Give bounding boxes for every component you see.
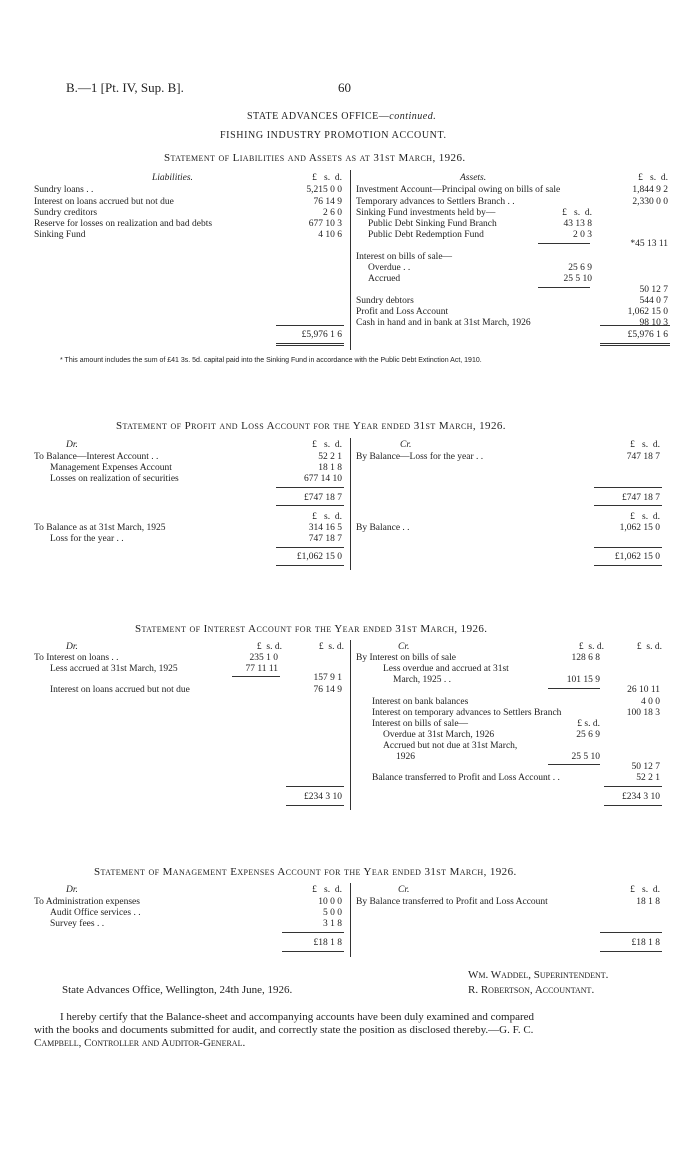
rule xyxy=(232,676,280,677)
rule xyxy=(282,951,344,952)
asset-subamount: 2 0 3 xyxy=(573,230,592,240)
lsd-header: £ s. d. xyxy=(630,885,660,895)
cr-row: Accrued but not due at 31st March, xyxy=(383,741,518,751)
me-title: Statement of Management Expenses Account for the Year ended 31st March, 1926. xyxy=(94,866,517,878)
cr-row: Balance transferred to Profit and Loss Account . . xyxy=(372,773,560,783)
liability-amount: 76 14 9 xyxy=(313,197,342,207)
dr-amount: 76 14 9 xyxy=(313,685,342,695)
cr-row: Interest on bills of sale— xyxy=(372,719,469,729)
rule xyxy=(276,505,344,506)
dr-total: £234 3 10 xyxy=(304,792,342,802)
dr-subamount: 235 1 0 xyxy=(249,653,278,663)
footnote: * This amount includes the sum of £41 3s. 5d. capital paid into the Sinking Fund in accordance with the Public Debt Extinction Act, 1910. xyxy=(60,357,482,364)
cr-total: £18 1 8 xyxy=(631,938,660,948)
asset-row: Interest on bills of sale— xyxy=(356,252,453,262)
liability-amount: 5,215 0 0 xyxy=(306,185,342,195)
dr-heading: Dr. xyxy=(66,642,78,652)
dr-total: £747 18 7 xyxy=(304,493,342,503)
liability-row: Sundry creditors xyxy=(34,208,98,218)
rule xyxy=(600,951,662,952)
rule xyxy=(594,565,662,566)
rule xyxy=(600,343,670,344)
lsd-header: £ s. d. xyxy=(636,642,662,652)
certificate-line: Campbell, Controller and Auditor-General. xyxy=(34,1037,246,1049)
dr-amount: 52 2 1 xyxy=(318,452,342,462)
asset-amount: 50 12 7 xyxy=(639,285,668,295)
liability-row: Sinking Fund xyxy=(34,230,86,240)
column-divider xyxy=(350,883,351,957)
asset-row: Sinking Fund investments held by— xyxy=(356,208,496,218)
asset-amount: 98 10 3 xyxy=(639,318,668,328)
dr-row: Management Expenses Account xyxy=(50,463,172,473)
cr-amount: 52 2 1 xyxy=(636,773,660,783)
rule xyxy=(604,786,662,787)
cr-row: By Balance transferred to Profit and Loss Account xyxy=(356,897,548,907)
asset-row: Profit and Loss Account xyxy=(356,307,449,317)
rule xyxy=(548,764,600,765)
liability-amount: 4 10 6 xyxy=(318,230,342,240)
cr-row: March, 1925 . . xyxy=(393,675,452,685)
dr-amount: 677 14 10 xyxy=(304,474,342,484)
rule xyxy=(594,487,662,488)
asset-row: Sundry debtors xyxy=(356,296,414,306)
column-divider xyxy=(350,438,351,570)
dr-row: To Interest on loans . . xyxy=(34,653,119,663)
cr-subamount: 25 6 9 xyxy=(576,730,600,740)
dr-amount: 314 16 5 xyxy=(308,523,342,533)
rule xyxy=(276,345,344,346)
liabilities-total: £5,976 1 6 xyxy=(301,330,342,340)
cr-total: £747 18 7 xyxy=(622,493,660,503)
rule xyxy=(286,805,344,806)
dr-amount: 3 1 8 xyxy=(323,919,342,929)
rule xyxy=(286,786,344,787)
liability-row: Reserve for losses on realization and bad debts xyxy=(34,219,213,229)
lsd-header: £ s. d. xyxy=(630,512,660,522)
liability-amount: 677 10 3 xyxy=(308,219,342,229)
cr-row: Less overdue and accrued at 31st xyxy=(383,664,509,674)
lsd-header: £ s. d. xyxy=(312,512,342,522)
cr-heading: Cr. xyxy=(398,642,410,652)
asset-amount: 1,062 15 0 xyxy=(627,307,668,317)
assets-heading: Assets. xyxy=(460,173,487,183)
dr-row: To Balance as at 31st March, 1925 xyxy=(34,523,166,533)
rule xyxy=(276,325,344,326)
dr-row: Survey fees . . xyxy=(50,919,105,929)
signature-superintendent: Wm. Waddel, Superintendent. xyxy=(468,969,609,981)
rule xyxy=(594,505,662,506)
dr-subamount: 77 11 11 xyxy=(245,664,278,674)
lsd-header: £ s. d. xyxy=(578,642,604,652)
asset-subamount: 25 5 10 xyxy=(563,274,592,284)
cr-amount: 26 10 11 xyxy=(627,685,660,695)
dr-total: £18 1 8 xyxy=(313,938,342,948)
rule xyxy=(276,343,344,344)
asset-subrow: Public Debt Redemption Fund xyxy=(368,230,484,240)
cr-row: Overdue at 31st March, 1926 xyxy=(383,730,495,740)
asset-subrow: Accrued xyxy=(368,274,401,284)
rule xyxy=(538,243,590,244)
dr-row: Interest on loans accrued but not due xyxy=(50,685,190,695)
column-divider xyxy=(350,640,351,810)
cr-heading: Cr. xyxy=(400,440,412,450)
place-date: State Advances Office, Wellington, 24th June, 1926. xyxy=(62,984,293,996)
cr-subamount: 101 15 9 xyxy=(566,675,600,685)
asset-row: Investment Account—Principal owing on bills of sale xyxy=(356,185,561,195)
balance-sheet-title: Statement of Liabilities and Assets as at 31st March, 1926. xyxy=(164,152,466,164)
dr-amount: 10 0 0 xyxy=(318,897,342,907)
dr-row: Less accrued at 31st March, 1925 xyxy=(50,664,178,674)
liabilities-lsd-header: £ s. d. xyxy=(312,173,342,183)
cr-subamount: 128 6 8 xyxy=(571,653,600,663)
account-title: FISHING INDUSTRY PROMOTION ACCOUNT. xyxy=(220,130,447,141)
cr-amount: 50 12 7 xyxy=(631,762,660,772)
dr-heading: Dr. xyxy=(66,440,78,450)
cr-amount: 4 0 0 xyxy=(641,697,660,707)
rule xyxy=(276,487,344,488)
asset-lsd-sub: £ s. d. xyxy=(562,208,592,218)
lsd-header: £ s. d. xyxy=(312,440,342,450)
liability-row: Interest on loans accrued but not due xyxy=(34,197,174,207)
asset-subamount: 25 6 9 xyxy=(568,263,592,273)
dr-row: Audit Office services . . xyxy=(50,908,141,918)
lsd-header: £ s. d. xyxy=(630,440,660,450)
lsd-header: £ s. d. xyxy=(577,719,600,729)
rule xyxy=(600,345,670,346)
cr-row: By Balance . . xyxy=(356,523,410,533)
rule xyxy=(538,287,590,288)
asset-row: Cash in hand and in bank at 31st March, 1926 xyxy=(356,318,531,328)
signature-accountant: R. Robertson, Accountant. xyxy=(468,984,595,996)
rule xyxy=(548,688,600,689)
dr-amount: 157 9 1 xyxy=(313,673,342,683)
lsd-header: £ s. d. xyxy=(256,642,282,652)
liability-amount: 2 6 0 xyxy=(323,208,342,218)
asset-subrow: Overdue . . xyxy=(368,263,411,273)
cr-amount: 747 18 7 xyxy=(626,452,660,462)
certificate-line: with the books and documents submitted for audit, and correctly state the position as disclosed thereby.—G. F. C. xyxy=(34,1024,534,1036)
cr-row: Interest on bank balances xyxy=(372,697,469,707)
asset-subrow: Public Debt Sinking Fund Branch xyxy=(368,219,497,229)
lsd-header: £ s. d. xyxy=(312,885,342,895)
rule xyxy=(282,932,344,933)
cr-subamount: 25 5 10 xyxy=(571,752,600,762)
dr-heading: Dr. xyxy=(66,885,78,895)
assets-total: £5,976 1 6 xyxy=(627,330,668,340)
dr-row: Loss for the year . . xyxy=(50,534,124,544)
asset-subamount: 43 13 8 xyxy=(563,219,592,229)
rule xyxy=(594,547,662,548)
liabilities-heading: Liabilities. xyxy=(152,173,193,183)
column-divider xyxy=(350,170,351,350)
rule xyxy=(600,932,662,933)
cr-heading: Cr. xyxy=(398,885,410,895)
cr-row: 1926 xyxy=(396,752,415,762)
ia-title: Statement of Interest Account for the Year ended 31st March, 1926. xyxy=(135,623,488,635)
dr-amount: 747 18 7 xyxy=(308,534,342,544)
cr-row: Interest on temporary advances to Settlers Branch xyxy=(372,708,562,718)
pl-title: Statement of Profit and Loss Account for the Year ended 31st March, 1926. xyxy=(116,420,506,432)
dr-amount: 18 1 8 xyxy=(318,463,342,473)
cr-amount: 1,062 15 0 xyxy=(619,523,660,533)
lsd-header: £ s. d. xyxy=(318,642,344,652)
page-number: 60 xyxy=(338,80,351,95)
asset-row: Temporary advances to Settlers Branch . . xyxy=(356,197,515,207)
cr-total: £234 3 10 xyxy=(622,792,660,802)
asset-amount: *45 13 11 xyxy=(630,239,668,249)
rule xyxy=(276,547,344,548)
rule xyxy=(276,565,344,566)
asset-amount: 2,330 0 0 xyxy=(632,197,668,207)
liability-row: Sundry loans . . xyxy=(34,185,94,195)
cr-total: £1,062 15 0 xyxy=(614,552,660,562)
cr-row: By Balance—Loss for the year . . xyxy=(356,452,484,462)
certificate-line: I hereby certify that the Balance-sheet and accompanying accounts have been duly examined and compared xyxy=(60,1011,535,1023)
page-reference: B.—1 [Pt. IV, Sup. B]. xyxy=(66,80,184,95)
rule xyxy=(600,325,670,326)
dr-row: Losses on realization of securities xyxy=(50,474,179,484)
rule xyxy=(604,805,662,806)
dr-row: To Administration expenses xyxy=(34,897,140,907)
cr-row: By Interest on bills of sale xyxy=(356,653,456,663)
asset-amount: 544 0 7 xyxy=(639,296,668,306)
assets-lsd-header: £ s. d. xyxy=(638,173,668,183)
cr-amount: 18 1 8 xyxy=(636,897,660,907)
office-title: STATE ADVANCES OFFICE—continued. xyxy=(247,111,437,122)
cr-amount: 100 18 3 xyxy=(626,708,660,718)
dr-row: To Balance—Interest Account . . xyxy=(34,452,159,462)
dr-amount: 5 0 0 xyxy=(323,908,342,918)
asset-amount: 1,844 9 2 xyxy=(632,185,668,195)
dr-total: £1,062 15 0 xyxy=(296,552,342,562)
